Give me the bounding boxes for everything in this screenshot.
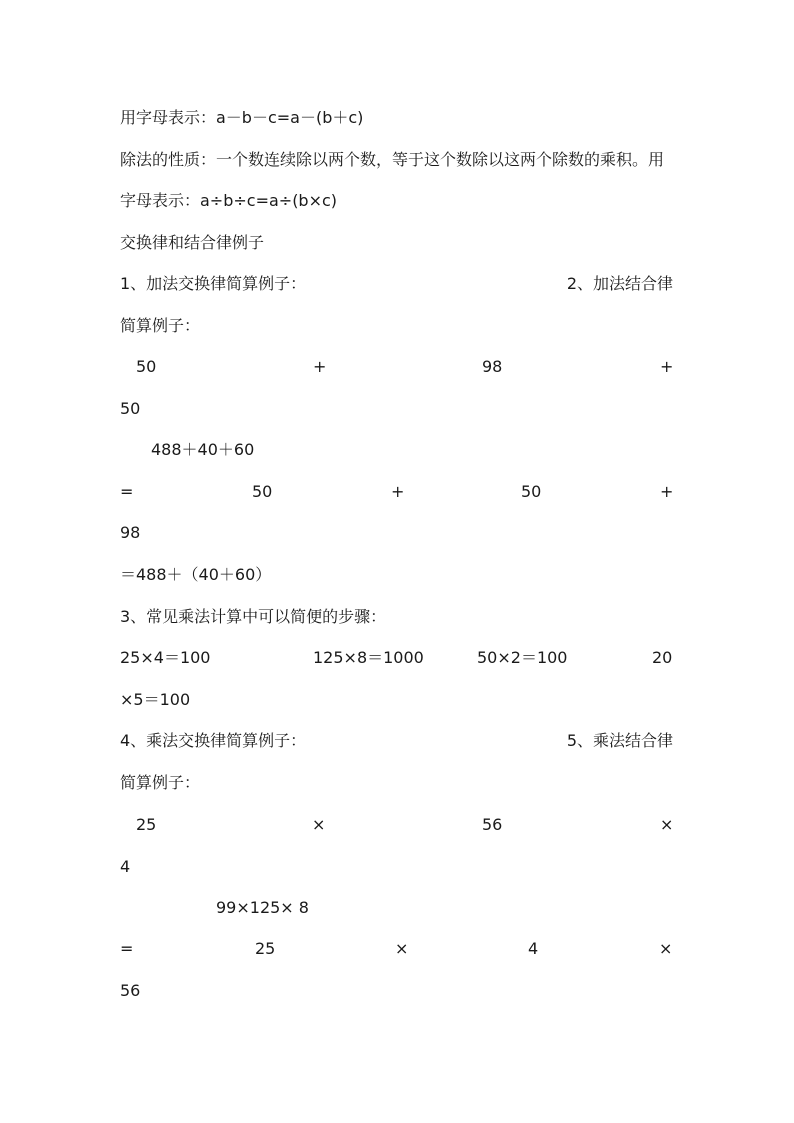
math-token: 56 — [482, 815, 503, 834]
text-line: 2、加法结合律 — [566, 274, 673, 293]
text-line: 488＋40＋60 — [151, 440, 255, 459]
math-token: × — [312, 815, 326, 834]
math-token: 50×2＝100 — [477, 648, 568, 667]
math-token: + — [660, 357, 674, 376]
math-token: = — [120, 939, 134, 958]
math-token: × — [660, 815, 674, 834]
math-token: 4 — [528, 939, 539, 958]
math-token: 25 — [255, 939, 276, 958]
text-line: 5、乘法结合律 — [566, 731, 673, 750]
math-token: 25×4＝100 — [120, 648, 211, 667]
text-line: 字母表示：a÷b÷c=a÷(b×c) — [120, 191, 338, 210]
text-line: 除法的性质：一个数连续除以两个数，等于这个数除以这两个除数的乘积。用 — [120, 150, 665, 169]
math-token: × — [659, 939, 673, 958]
text-line: ＝488＋（40＋60） — [120, 565, 272, 584]
math-token: = — [120, 482, 134, 501]
math-token: 25 — [136, 815, 157, 834]
text-line: 4、乘法交换律简算例子： — [120, 731, 307, 750]
math-token: + — [391, 482, 405, 501]
math-token: 50 — [252, 482, 273, 501]
text-line: 1、加法交换律简算例子： — [120, 274, 307, 293]
section-heading: 交换律和结合律例子 — [120, 233, 265, 252]
text-line: 56 — [120, 981, 141, 1000]
text-line: 98 — [120, 523, 141, 542]
text-line: 用字母表示：a－b－c=a－(b＋c) — [120, 108, 364, 127]
math-token: 50 — [136, 357, 157, 376]
math-token: × — [395, 939, 409, 958]
text-line: 简算例子： — [120, 316, 201, 335]
text-line: ×5＝100 — [120, 690, 191, 709]
text-line: 简算例子： — [120, 773, 201, 792]
math-token: 20 — [652, 648, 673, 667]
math-token: 125×8＝1000 — [313, 648, 424, 667]
math-token: + — [660, 482, 674, 501]
text-line: 4 — [120, 857, 131, 876]
text-line: 99×125× 8 — [216, 898, 309, 917]
math-token: + — [313, 357, 327, 376]
math-token: 98 — [482, 357, 503, 376]
text-line: 50 — [120, 399, 141, 418]
math-token: 50 — [521, 482, 542, 501]
text-line: 3、常见乘法计算中可以简便的步骤： — [120, 607, 387, 626]
